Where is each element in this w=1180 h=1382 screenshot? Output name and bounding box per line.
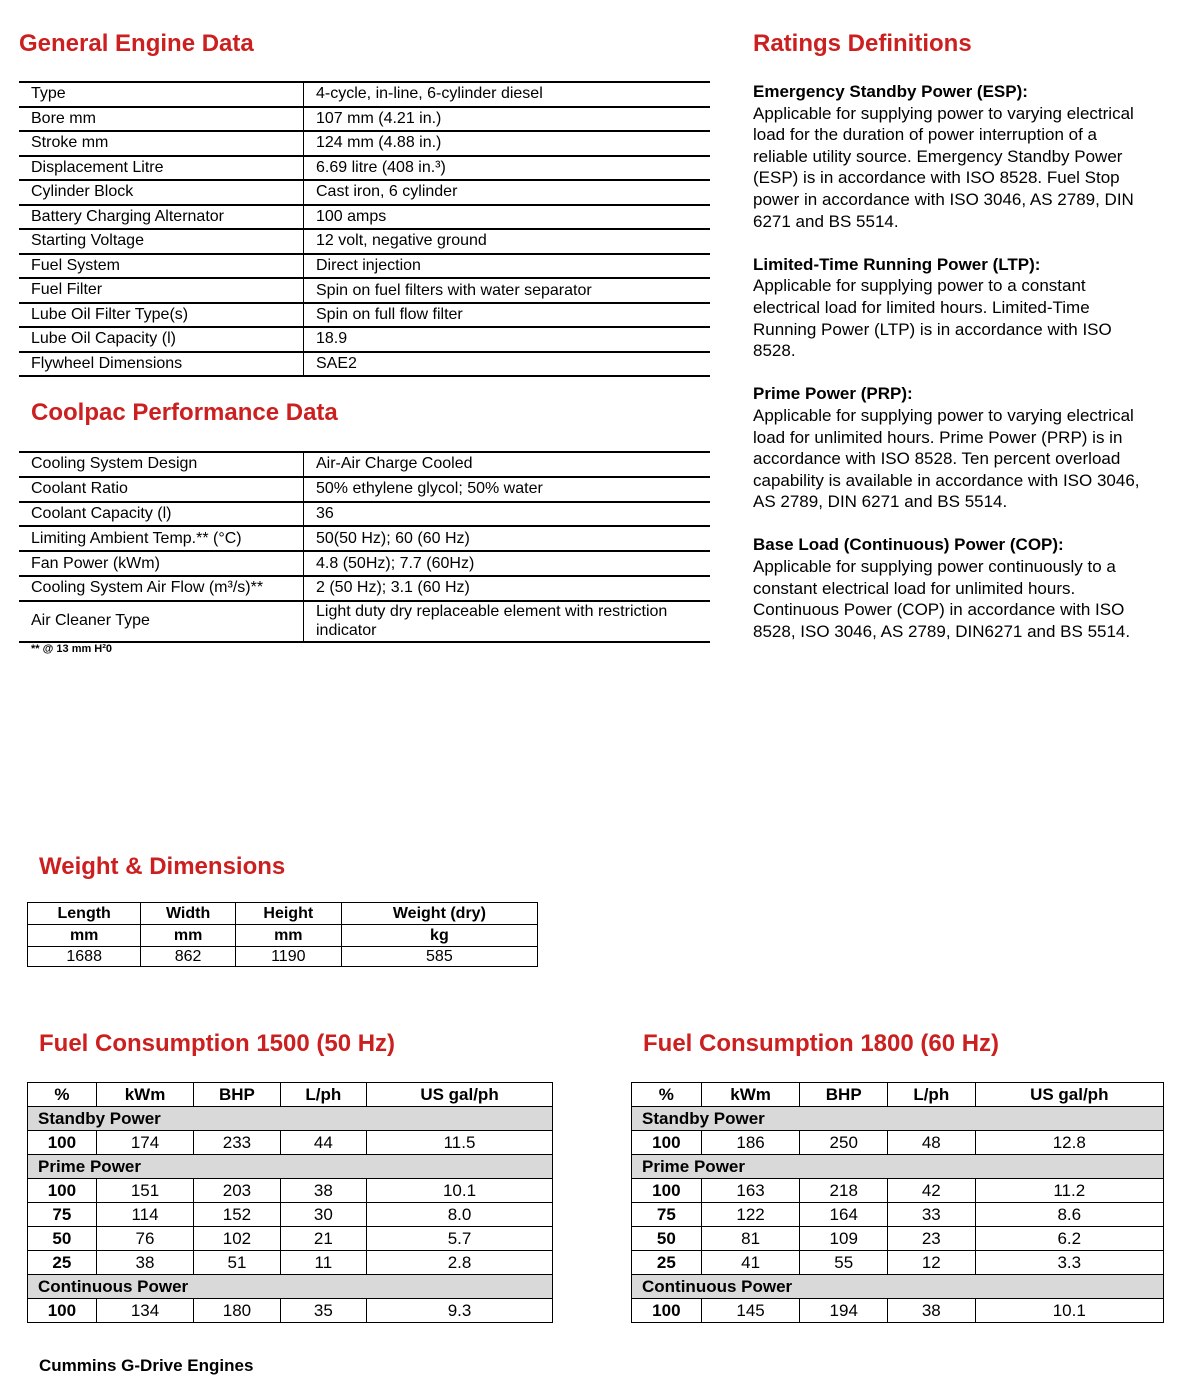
fuel-percent: 75 (28, 1203, 97, 1227)
fuel-value: 114 (96, 1203, 193, 1227)
spec-key: Fuel System (19, 254, 304, 279)
fuel-percent: 25 (632, 1251, 702, 1275)
fuel-value: 250 (800, 1131, 888, 1155)
spec-key: Limiting Ambient Temp.** (°C) (19, 526, 304, 551)
fuel-value: 109 (800, 1227, 888, 1251)
fuel-section-row (632, 1275, 1164, 1299)
spec-key: Coolant Ratio (19, 477, 304, 502)
fuel-section-label: Prime Power (632, 1155, 1164, 1179)
spec-key: Cooling System Design (19, 452, 304, 477)
weight-header: Width (141, 903, 235, 925)
weight-header: Weight (dry) (341, 903, 537, 925)
spec-row (19, 254, 710, 279)
spec-value: 100 amps (304, 205, 711, 230)
spec-value: Air-Air Charge Cooled (304, 452, 711, 477)
fuel-percent: 100 (28, 1179, 97, 1203)
spec-key: Type (19, 82, 304, 107)
weight-title: Weight & Dimensions (39, 853, 286, 880)
spec-key: Stroke mm (19, 131, 304, 156)
fuel-value: 23 (888, 1227, 976, 1251)
spec-value: 50(50 Hz); 60 (60 Hz) (304, 526, 711, 551)
fuel-section-row (28, 1275, 553, 1299)
rating-heading: Prime Power (PRP): (753, 384, 913, 404)
spec-row (19, 278, 710, 303)
fuel-header: kWm (96, 1083, 193, 1107)
spec-key: Bore mm (19, 107, 304, 132)
fuel-value: 151 (96, 1179, 193, 1203)
spec-row (19, 477, 710, 502)
fuel-value: 194 (800, 1299, 888, 1323)
fuel-value: 180 (194, 1299, 280, 1323)
fuel-value: 76 (96, 1227, 193, 1251)
fuel-value: 218 (800, 1179, 888, 1203)
fuel-percent: 75 (632, 1203, 702, 1227)
fuel-data-row (632, 1179, 1164, 1203)
weight-header-row (28, 903, 538, 925)
fuel-percent: 50 (28, 1227, 97, 1251)
fuel-value: 33 (888, 1203, 976, 1227)
fuel-section-label: Continuous Power (632, 1275, 1164, 1299)
fuel-header: kWm (701, 1083, 800, 1107)
fuel-section-row (632, 1155, 1164, 1179)
fuel-value: 44 (280, 1131, 366, 1155)
rating-heading: Emergency Standby Power (ESP): (753, 82, 1028, 101)
spec-row (19, 107, 710, 132)
weight-unit-row (28, 925, 538, 947)
fuel-header: L/ph (280, 1083, 366, 1107)
fuel-data-row (632, 1203, 1164, 1227)
spec-value: Spin on full flow filter (304, 303, 711, 328)
spec-value: Direct injection (304, 254, 711, 279)
fuel-data-row (28, 1299, 553, 1323)
fuel-value: 203 (194, 1179, 280, 1203)
fuel-header: US gal/ph (367, 1083, 553, 1107)
spec-row (19, 156, 710, 181)
fuel-value: 8.6 (975, 1203, 1163, 1227)
spec-value: 6.69 litre (408 in.³) (304, 156, 711, 181)
weight-unit: kg (341, 925, 537, 947)
spec-value: 36 (304, 502, 711, 527)
spec-key: Displacement Litre (19, 156, 304, 181)
ratings-definitions (753, 81, 1153, 664)
fuel-data-row (28, 1227, 553, 1251)
spec-row (19, 205, 710, 230)
rating-body: Applicable for supplying power to a constant electrical load for limited hours. Limited-Time Running Power (LTP) is in accordance with ISO 8528. (753, 276, 1112, 361)
ratings-title: Ratings Definitions (753, 30, 972, 57)
fuel-value: 21 (280, 1227, 366, 1251)
spec-value: SAE2 (304, 352, 711, 377)
fuel-header: BHP (194, 1083, 280, 1107)
fuel-data-row (28, 1203, 553, 1227)
weight-table (27, 902, 538, 967)
fuel-value: 102 (194, 1227, 280, 1251)
fuel-value: 122 (701, 1203, 800, 1227)
fuel-section-label: Continuous Power (28, 1275, 553, 1299)
spec-key: Cooling System Air Flow (m³/s)** (19, 576, 304, 601)
fuel50-table (27, 1082, 553, 1323)
weight-value-row (28, 947, 538, 967)
spec-value: 12 volt, negative ground (304, 229, 711, 254)
fuel-section-label: Standby Power (632, 1107, 1164, 1131)
fuel-value: 6.2 (975, 1227, 1163, 1251)
fuel-value: 9.3 (367, 1299, 553, 1323)
fuel-value: 48 (888, 1131, 976, 1155)
fuel-percent: 100 (632, 1299, 702, 1323)
spec-row (19, 327, 710, 352)
fuel-value: 42 (888, 1179, 976, 1203)
spec-value: 4-cycle, in-line, 6-cylinder diesel (304, 82, 711, 107)
fuel-section-label: Standby Power (28, 1107, 553, 1131)
fuel-value: 30 (280, 1203, 366, 1227)
spec-key: Flywheel Dimensions (19, 352, 304, 377)
rating-body: Applicable for supplying power to varying electrical load for the duration of power interruption of a reliable utility source. Emergency Standby Power (ESP) is in accordance with ISO 8528. Fuel Stop power in accordance with ISO 3046, AS 2789, DIN 6271 and BS 5514. (753, 103, 1134, 231)
weight-value: 1688 (28, 947, 141, 967)
fuel-data-row (632, 1299, 1164, 1323)
spec-key: Fan Power (kWm) (19, 551, 304, 576)
spec-key: Battery Charging Alternator (19, 205, 304, 230)
fuel-value: 12.8 (975, 1131, 1163, 1155)
spec-row (19, 551, 710, 576)
general-engine-title: General Engine Data (19, 30, 254, 57)
weight-header: Height (235, 903, 341, 925)
coolpac-table (19, 451, 710, 643)
fuel-section-row (632, 1107, 1164, 1131)
rating-definition (753, 254, 1153, 362)
fuel60-title: Fuel Consumption 1800 (60 Hz) (643, 1030, 1000, 1057)
spec-row (19, 502, 710, 527)
spec-key: Fuel Filter (19, 278, 304, 303)
spec-value: Spin on fuel filters with water separator (304, 278, 711, 303)
coolpac-title: Coolpac Performance Data (31, 399, 338, 426)
spec-row (19, 180, 710, 205)
fuel-section-row (28, 1107, 553, 1131)
fuel-value: 134 (96, 1299, 193, 1323)
fuel-data-row (632, 1227, 1164, 1251)
fuel-value: 3.3 (975, 1251, 1163, 1275)
fuel-value: 38 (280, 1179, 366, 1203)
fuel-data-row (28, 1131, 553, 1155)
fuel-header-row (28, 1083, 553, 1107)
fuel-value: 11.2 (975, 1179, 1163, 1203)
fuel-header: L/ph (888, 1083, 976, 1107)
spec-value: 50% ethylene glycol; 50% water (304, 477, 711, 502)
spec-row (19, 352, 710, 377)
fuel-value: 38 (96, 1251, 193, 1275)
fuel-value: 174 (96, 1131, 193, 1155)
fuel-value: 11 (280, 1251, 366, 1275)
fuel60-table (631, 1082, 1164, 1323)
rating-heading: Limited-Time Running Power (LTP): (753, 254, 1041, 274)
fuel-value: 41 (701, 1251, 800, 1275)
rating-definition (753, 534, 1153, 642)
spec-value: 4.8 (50Hz); 7.7 (60Hz) (304, 551, 711, 576)
weight-value: 862 (141, 947, 235, 967)
fuel-data-row (28, 1251, 553, 1275)
fuel-data-row (28, 1179, 553, 1203)
spec-key: Coolant Capacity (l) (19, 502, 304, 527)
fuel-data-row (632, 1131, 1164, 1155)
weight-value: 585 (341, 947, 537, 967)
spec-row (19, 576, 710, 601)
fuel-header: % (632, 1083, 702, 1107)
spec-key: Air Cleaner Type (19, 601, 304, 642)
spec-row (19, 452, 710, 477)
spec-value: 2 (50 Hz); 3.1 (60 Hz) (304, 576, 711, 601)
spec-value: 18.9 (304, 327, 711, 352)
fuel-value: 10.1 (975, 1299, 1163, 1323)
fuel-percent: 25 (28, 1251, 97, 1275)
spec-value: Cast iron, 6 cylinder (304, 180, 711, 205)
spec-key: Cylinder Block (19, 180, 304, 205)
fuel-value: 5.7 (367, 1227, 553, 1251)
fuel-value: 2.8 (367, 1251, 553, 1275)
spec-key: Lube Oil Capacity (l) (19, 327, 304, 352)
spec-value: 107 mm (4.21 in.) (304, 107, 711, 132)
fuel-section-row (28, 1155, 553, 1179)
fuel-value: 11.5 (367, 1131, 553, 1155)
weight-unit: mm (28, 925, 141, 947)
fuel-percent: 100 (632, 1131, 702, 1155)
rating-definition (753, 383, 1153, 513)
rating-definition (753, 81, 1153, 232)
fuel-value: 55 (800, 1251, 888, 1275)
fuel-percent: 100 (28, 1131, 97, 1155)
spec-row (19, 82, 710, 107)
rating-heading: Base Load (Continuous) Power (COP): (753, 535, 1064, 555)
fuel-header: US gal/ph (975, 1083, 1163, 1107)
fuel-percent: 50 (632, 1227, 702, 1251)
spec-value: 124 mm (4.88 in.) (304, 131, 711, 156)
weight-unit: mm (141, 925, 235, 947)
spec-row (19, 601, 710, 642)
fuel-value: 164 (800, 1203, 888, 1227)
spec-row (19, 526, 710, 551)
fuel-value: 233 (194, 1131, 280, 1155)
fuel-value: 186 (701, 1131, 800, 1155)
fuel-value: 12 (888, 1251, 976, 1275)
rating-body: Applicable for supplying power to varying electrical load for unlimited hours. Prime Power (PRP) is in accordance with ISO 8528. Ten percent overload capability is available in accordance with ISO 3046, AS 2789, DIN 6271 and BS 5514. (753, 405, 1140, 512)
weight-unit: mm (235, 925, 341, 947)
fuel-value: 163 (701, 1179, 800, 1203)
fuel-header-row (632, 1083, 1164, 1107)
spec-row (19, 229, 710, 254)
fuel-section-label: Prime Power (28, 1155, 553, 1179)
spec-key: Starting Voltage (19, 229, 304, 254)
spec-row (19, 303, 710, 328)
spec-key: Lube Oil Filter Type(s) (19, 303, 304, 328)
fuel-header: % (28, 1083, 97, 1107)
fuel-value: 81 (701, 1227, 800, 1251)
coolpac-footnote: ** @ 13 mm H²0 (31, 643, 113, 655)
fuel-percent: 100 (632, 1179, 702, 1203)
fuel-value: 38 (888, 1299, 976, 1323)
weight-header: Length (28, 903, 141, 925)
rating-body: Applicable for supplying power continuously to a constant electrical load for unlimited hours. Continuous Power (COP) in accordance with ISO 8528, ISO 3046, AS 2789, DIN6271 and BS 5514. (753, 557, 1131, 641)
fuel50-title: Fuel Consumption 1500 (50 Hz) (39, 1030, 396, 1057)
spec-row (19, 131, 710, 156)
fuel-value: 152 (194, 1203, 280, 1227)
general-engine-table (19, 81, 710, 377)
fuel-header: BHP (800, 1083, 888, 1107)
fuel-percent: 100 (28, 1299, 97, 1323)
fuel-value: 51 (194, 1251, 280, 1275)
spec-value: Light duty dry replaceable element with restriction indicator (304, 601, 711, 642)
fuel-value: 145 (701, 1299, 800, 1323)
fuel-value: 10.1 (367, 1179, 553, 1203)
fuel-value: 35 (280, 1299, 366, 1323)
footer-brand: Cummins G-Drive Engines (39, 1356, 254, 1375)
weight-value: 1190 (235, 947, 341, 967)
fuel-value: 8.0 (367, 1203, 553, 1227)
fuel-data-row (632, 1251, 1164, 1275)
